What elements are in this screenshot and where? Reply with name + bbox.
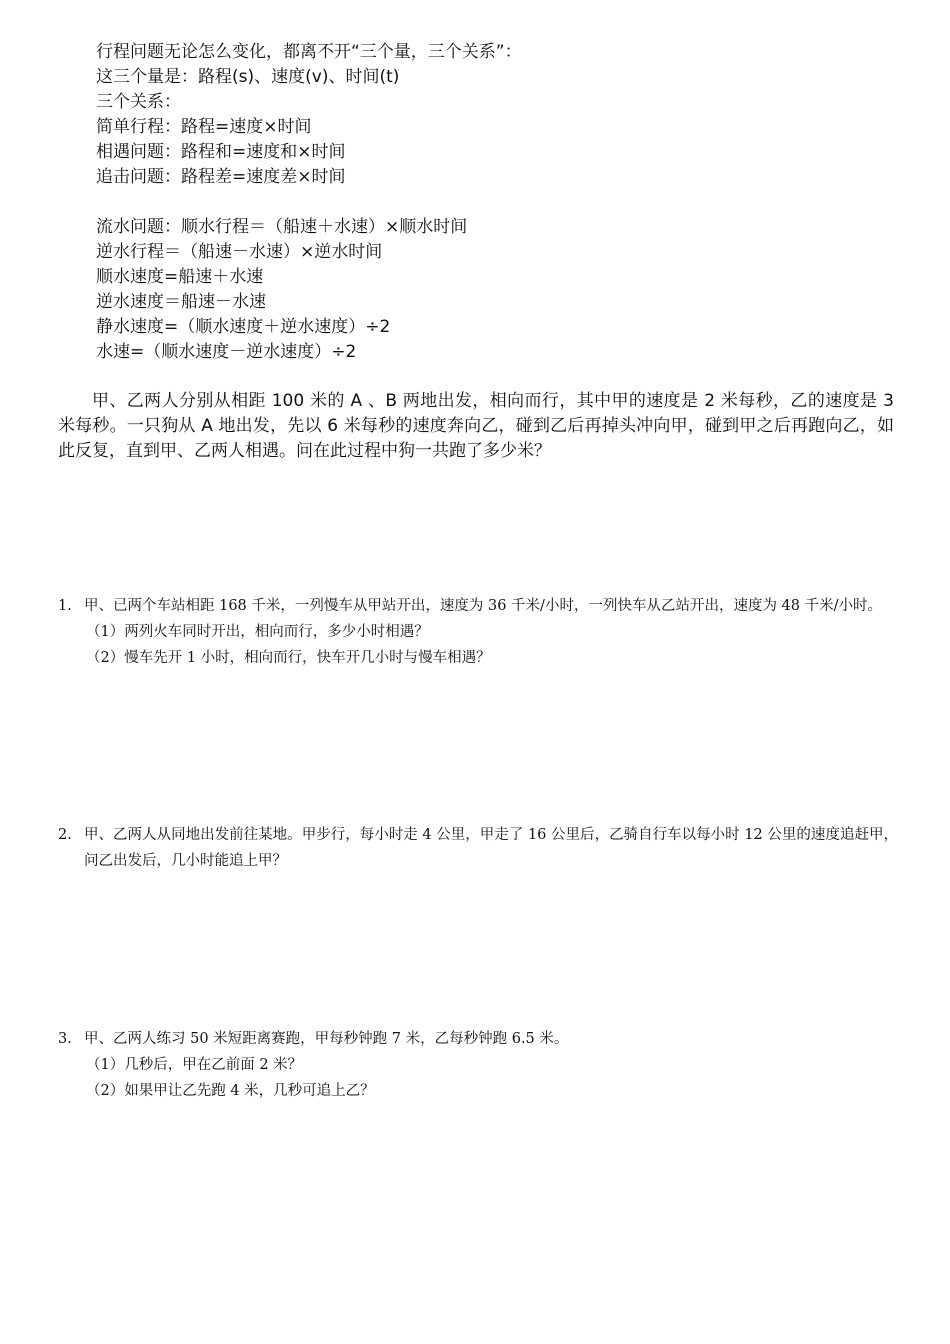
problem-stem [58, 593, 898, 619]
problem-number: 2. [58, 827, 72, 843]
sub-question: （2）慢车先开 1 小时，相向而行，快车开几小时与慢车相遇？ [86, 650, 491, 666]
dog-problem-paragraph: 甲、乙两人分别从相距 100 米的 A 、B 两地出发，相向而行，其中甲的速度是 2 米每秒，乙的速度是 3 米每秒。一只狗从 A 地出发，先以 6 米每秒的速度奔向乙，碰到乙后再掉头冲向甲，碰到甲之后再跑向乙，如此反复，直到甲、乙两人相遇。问在此过程中狗一共跑了多少米？ [58, 391, 894, 461]
problem-stem [58, 1026, 898, 1052]
problem-3 [58, 1026, 898, 1104]
problem-number: 3. [58, 1031, 72, 1047]
water-formula-line: 顺水速度=船速＋水速 [96, 267, 264, 287]
problem-number: 1. [58, 598, 72, 614]
sub-question: （1）两列火车同时开出，相向而行，多少小时相遇？ [86, 624, 429, 640]
water-formula-line: 静水速度=（顺水速度＋逆水速度）÷2 [96, 317, 391, 337]
problem-1 [58, 593, 898, 671]
problem-text: 甲、乙两人练习 50 米短距离赛跑，甲每秒钟跑 7 米，乙每秒钟跑 6.5 米。 [84, 1031, 569, 1047]
sub-question: （1）几秒后，甲在乙前面 2 米？ [86, 1057, 303, 1073]
intro-line: 追击问题：路程差=速度差×时间 [96, 167, 346, 187]
sub-question: （2）如果甲让乙先跑 4 米，几秒可追上乙？ [86, 1083, 375, 1099]
problem-2 [58, 822, 898, 874]
water-formula-line: 水速=（顺水速度－逆水速度）÷2 [96, 342, 357, 362]
water-formula-line: 流水问题：顺水行程＝（船速＋水速）×顺水时间 [96, 217, 468, 237]
problem-text: 甲、乙两人从同地出发前往某地。甲步行，每小时走 4 公里，甲走了 16 公里后，乙骑自行车以每小时 12 公里的速度追赶甲，问乙出发后，几小时能追上甲？ [84, 827, 898, 869]
intro-line: 简单行程：路程=速度×时间 [96, 117, 312, 137]
water-formula-line: 逆水行程＝（船速－水速）×逆水时间 [96, 242, 383, 262]
intro-line: 相遇问题：路程和=速度和×时间 [96, 142, 346, 162]
water-formula-line: 逆水速度＝船速－水速 [96, 292, 266, 312]
problem-text: 甲、已两个车站相距 168 千米，一列慢车从甲站开出，速度为 36 千米/小时，一列快车从乙站开出，速度为 48 千米/小时。 [84, 598, 882, 614]
intro-line: 行程问题无论怎么变化，都离不开“三个量，三个关系”： [96, 42, 522, 62]
formula-summary [96, 40, 522, 365]
intro-line: 这三个量是：路程(s)、速度(v)、时间(t) [96, 67, 400, 87]
intro-line: 三个关系： [96, 92, 181, 112]
blank-line [96, 190, 522, 215]
problem-stem [58, 822, 898, 874]
